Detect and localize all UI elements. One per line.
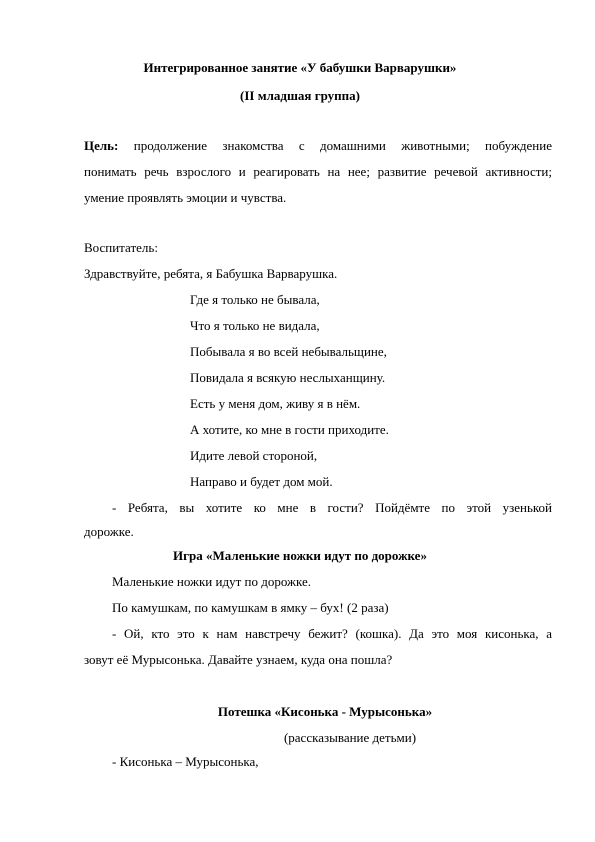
invite-line-2: дорожке.: [84, 524, 134, 539]
cat-line-1: - Ой, кто это к нам навстречу бежит? (кошка). Да это моя кисонька, а: [112, 626, 552, 641]
invite-line-1: - Ребята, вы хотите ко мне в гости? Пойдёмте по этой узенькой: [112, 500, 552, 515]
greeting-line: Здравствуйте, ребята, я Бабушка Варварушка.: [84, 266, 338, 281]
game-line-2: По камушкам, по камушкам в ямку – бух! (2 раза): [112, 600, 389, 615]
poem-line: Есть у меня дом, живу я в нём.: [190, 396, 361, 411]
poem-line: Направо и будет дом мой.: [190, 474, 333, 489]
game-title: Игра «Маленькие ножки идут по дорожке»: [173, 548, 427, 563]
poem-line: Что я только не видала,: [190, 318, 320, 333]
cat-line-2: зовут её Мурысонька. Давайте узнаем, куда она пошла?: [84, 652, 393, 667]
document-title: Интегрированное занятие «У бабушки Варварушки»: [143, 60, 457, 75]
goal-line-2: понимать речь взрослого и реагировать на нее; развитие речевой активности;: [84, 164, 552, 179]
game-line-1: Маленькие ножки идут по дорожке.: [112, 574, 312, 589]
nursery-title: Потешка «Кисонька - Мурысонька»: [217, 704, 433, 719]
poem-line: Идите левой стороной,: [190, 448, 318, 463]
goal-label: Цель:: [84, 138, 119, 153]
goal-line-3: умение проявлять эмоции и чувства.: [84, 190, 287, 205]
goal-text-1: продолжение знакомства с домашними животными; побуждение: [133, 138, 552, 153]
goal-line-1: [84, 138, 552, 154]
document-subtitle: (II младшая группа): [240, 88, 360, 103]
speaker-label: Воспитатель:: [84, 240, 158, 255]
nursery-line-1: - Кисонька – Мурысонька,: [112, 754, 259, 769]
poem-line: Повидала я всякую неслыханщину.: [190, 370, 386, 385]
poem-line: Где я только не бывала,: [190, 292, 320, 307]
poem-line: Побывала я во всей небывальщине,: [190, 344, 387, 359]
nursery-subtitle: (рассказывание детьми): [283, 730, 417, 745]
poem-line: А хотите, ко мне в гости приходите.: [190, 422, 389, 437]
